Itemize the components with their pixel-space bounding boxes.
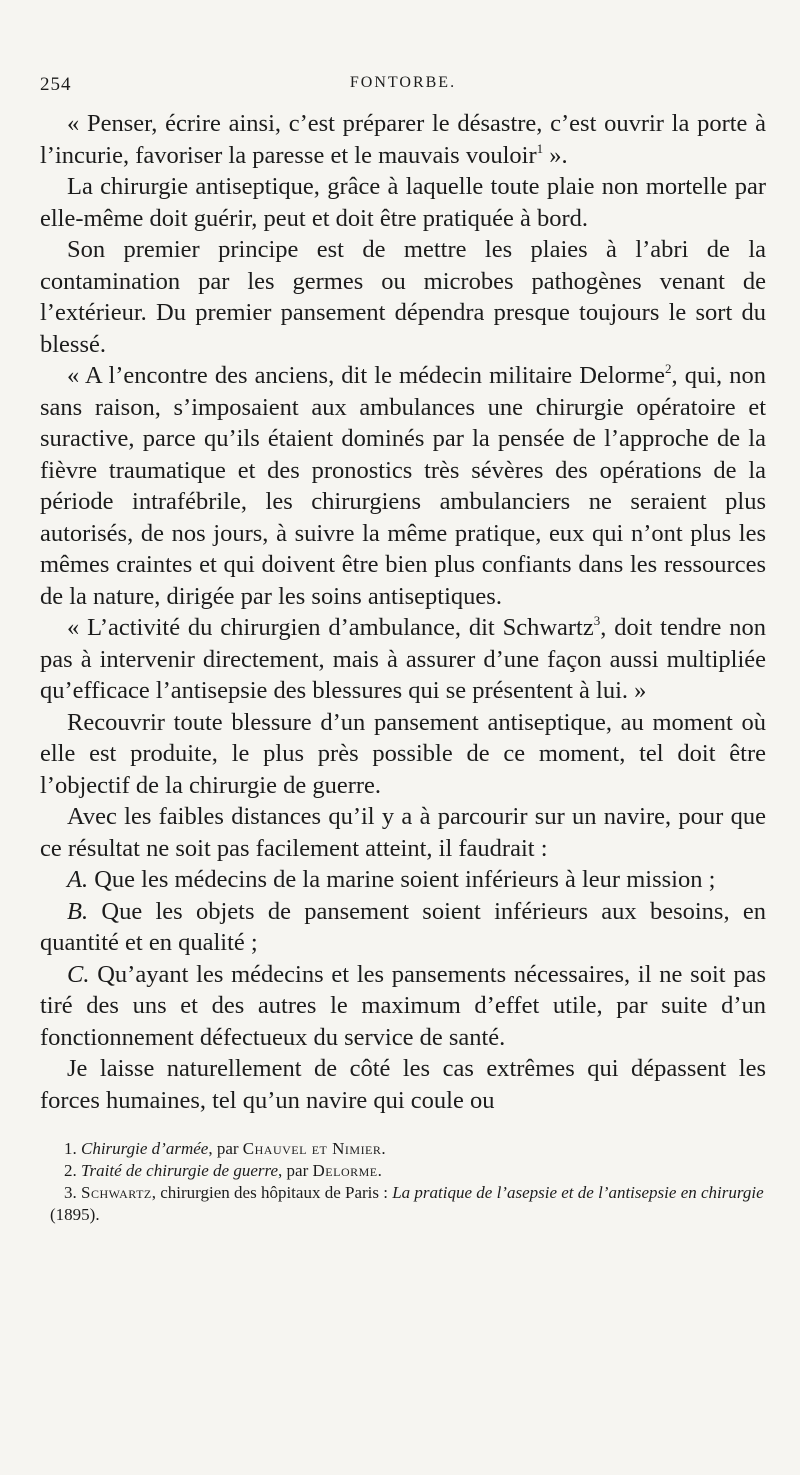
paragraph-ship-distances: Avec les faibles distances qu’il y a à parcourir sur un navire, pour que ce résultat ne soit pas facilement atteint, il faudrait : [40,803,766,862]
footnotes [40,1138,766,1226]
footnote-author: Delorme. [312,1161,383,1180]
running-title: FONTORBE. [349,74,457,91]
list-letter: C. [67,960,90,988]
footnote-title: Traité de chirurgie de guerre [81,1161,279,1180]
paragraph-text: ». [543,141,568,169]
paragraph-antiseptic-surgery: La chirurgie antiseptique, grâce à laquelle toute plaie non mortelle par elle-même doit guérir, peut et doit être pratiquée à bord. [40,173,766,232]
paragraph-war-surgery-objective: Recouvrir toute blessure d’un pansement antiseptique, au moment où elle est produite, le plus près possible de ce moment, tel doit être l’objectif de la chirurgie de guerre. [40,708,766,799]
paragraph-delorme-quote [40,360,766,612]
footnote-author: Schwartz [81,1183,152,1202]
footnote-1 [50,1138,766,1160]
list-item-text: Que les objets de pansement soient inférieurs aux besoins, en quantité et en qualité ; [40,897,766,956]
paragraph-text: « L’activité du chirurgien d’ambulance, dit Schwartz [67,614,594,641]
footnote-text: , chirurgien des hôpitaux de Paris : [151,1183,393,1202]
paragraph-text: , doit tendre non pas à intervenir directement, mais à assurer d’une façon aussi multipliée qu’efficace l’antisepsie des blessures qui se présentent à lui. » [40,614,766,704]
list-item-text: Qu’ayant les médecins et les pansements nécessaires, il ne soit pas tiré des uns et des autres le maximum d’effet utile, par suite d’un fonctionnement défectueux du service de santé. [40,960,766,1051]
list-letter: B. [67,897,89,925]
paragraph-text: , qui, non sans raison, s’imposaient aux ambulances une chirurgie opératoire et suractive, parce qu’ils étaient dominés par la pensée de l’approche de la fièvre traumatique et des pronostics très sévères des opérations de la période intrafébrile, les chirurgiens ambulanciers ne seraient plus autorisés, de nos jours, à suivre la même pratique, eux qui n’ont plus les mêmes craintes et qui doivent être bien plus confiants dans les ressources de la nature, dirigée par les soins antiseptiques. [40,362,766,610]
paragraph-first-principle: Son premier principe est de mettre les plaies à l’abri de la contamination par les germes ou microbes pathogènes venant de l’extérieur. Du premier pansement dépendra presque toujours le sort du blessé. [40,236,766,358]
list-item-c [40,959,766,1054]
footnote-title: La pratique de l’asepsie et de l’antisepsie en chirurgie [392,1183,764,1202]
footnote-2 [50,1160,766,1182]
paragraph-schwartz-quote [40,612,766,707]
footnote-ref-2: 2 [664,361,672,376]
footnote-text: , par [278,1161,313,1180]
footnote-ref-1: 1 [536,140,544,156]
footnote-text: (1895). [50,1205,100,1224]
footnote-ref-3: 3 [593,613,601,628]
list-letter: A. [67,866,89,893]
list-item-text: Que les médecins de la marine soient inférieurs à leur mission ; [88,866,716,893]
footnote-3 [50,1182,766,1226]
footnote-author: Chauvel et Nimier. [242,1139,387,1158]
footnote-number: 2. [64,1161,77,1180]
footnote-number: 1. [64,1139,77,1158]
footnote-text: , par [208,1139,243,1158]
body-text [40,108,766,1116]
paragraph-extreme-cases: Je laisse naturellement de côté les cas extrêmes qui dépassent les forces humaines, tel qu’un navire qui coule ou [40,1055,766,1114]
footnote-title: Chirurgie d’armée [81,1139,209,1158]
paragraph-quote-conclusion [40,108,766,171]
page-number: 254 [40,74,72,95]
list-item-b [40,896,766,959]
running-head [40,74,766,102]
footnote-number: 3. [64,1183,77,1202]
paragraph-text: « A l’encontre des anciens, dit le médecin militaire Delorme [67,362,665,389]
list-item-a [40,864,766,896]
paragraph-text: « Penser, écrire ainsi, c’est préparer le désastre, c’est ouvrir la porte à l’incurie, favoriser la paresse et le mauvais vouloir [40,110,766,169]
